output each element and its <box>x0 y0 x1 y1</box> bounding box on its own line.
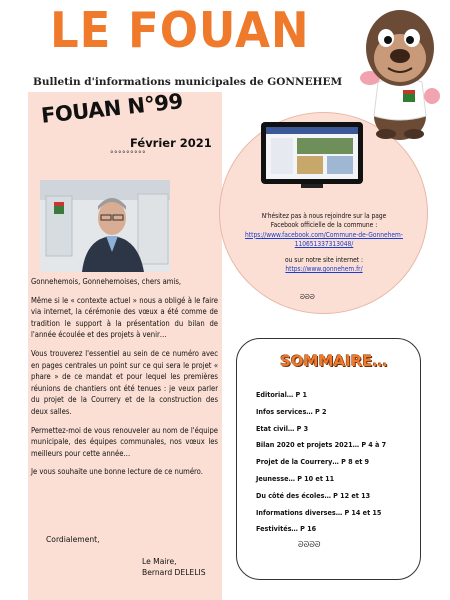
mayor-photo <box>40 180 170 272</box>
issue-dots: °°°°°°°°° <box>110 150 146 158</box>
sommaire-item: Du côté des écoles… P 12 et 13 <box>256 490 371 500</box>
sommaire-title: SOMMAIRE… <box>280 352 388 370</box>
website-link[interactable]: https://www.gonnehem.fr/ <box>285 265 363 274</box>
website-line: ou sur notre site internet : <box>285 255 363 264</box>
issue-date: Février 2021 <box>130 136 212 150</box>
sommaire-item: Jeunesse… P 10 et 11 <box>256 473 335 483</box>
facebook-link[interactable]: https://www.facebook.com/Commune-de-Gonnehem-110651337313048/ <box>245 230 403 249</box>
editorial-text <box>31 276 218 485</box>
sommaire-list <box>256 390 386 541</box>
editorial-paragraph: Même si le « contexte actuel » nous a obligé à le faire via internet, la cérémonie des vœux a été comme de tradition le support à la présentation du bilan de l'année écoulée et des projets à venir… <box>31 295 218 340</box>
sommaire-item: Editorial… P 1 <box>256 390 307 399</box>
masthead-title: LE FOUAN <box>50 2 310 59</box>
issue-title: FOUAN N°99 <box>40 89 184 128</box>
editorial-paragraph: Je vous souhaite une bonne lecture de ce numéro. <box>31 467 203 477</box>
sommaire-item: Bilan 2020 et projets 2021… P 4 à 7 <box>256 440 387 450</box>
editorial-paragraph: Permettez-moi de vous renouveler au nom de l'équipe municipale, des équipes communales, nos vœux les meilleurs pour cette année… <box>31 425 218 458</box>
sommaire-item: Etat civil… P 3 <box>256 423 309 433</box>
laptop-icon <box>257 120 367 190</box>
sommaire-item: Festivités… P 16 <box>256 524 317 534</box>
ornament-icon: ᘐᘐᘐᘐ <box>298 540 321 549</box>
facebook-info <box>234 212 414 274</box>
signature-name: Bernard DELELIS <box>142 568 206 577</box>
mole-mascot-icon <box>356 4 442 142</box>
bulletin-subtitle: Bulletin d'informations municipales de GONNEHEM <box>33 76 343 88</box>
facebook-line1: N'hésitez pas à nous rejoindre sur la page <box>261 212 387 220</box>
sommaire-item: Projet de la Courrery… P 8 et 9 <box>256 457 370 467</box>
facebook-line2: Facebook officielle de la commune : <box>270 221 378 230</box>
editorial-closing: Cordialement, <box>46 535 100 544</box>
signature-role: Le Maire, <box>142 557 177 566</box>
sommaire-item: Infos services… P 2 <box>256 406 327 416</box>
editorial-paragraph: Vous trouverez l'essentiel au sein de ce numéro avec en pages centrales un point sur ce qui sera le projet « phare » de ce mandat et pour lequel les premières réunions de chantiers ont été tenues : je veux parler du projet de la Courrery et de la construction des deux salles. <box>31 348 218 416</box>
editorial-greeting: Gonnehemois, Gonnehemoises, chers amis, <box>31 277 182 286</box>
sommaire-item: Informations diverses… P 14 et 15 <box>256 507 382 517</box>
ornament-icon: ᘐᘐᘐ <box>300 293 315 301</box>
